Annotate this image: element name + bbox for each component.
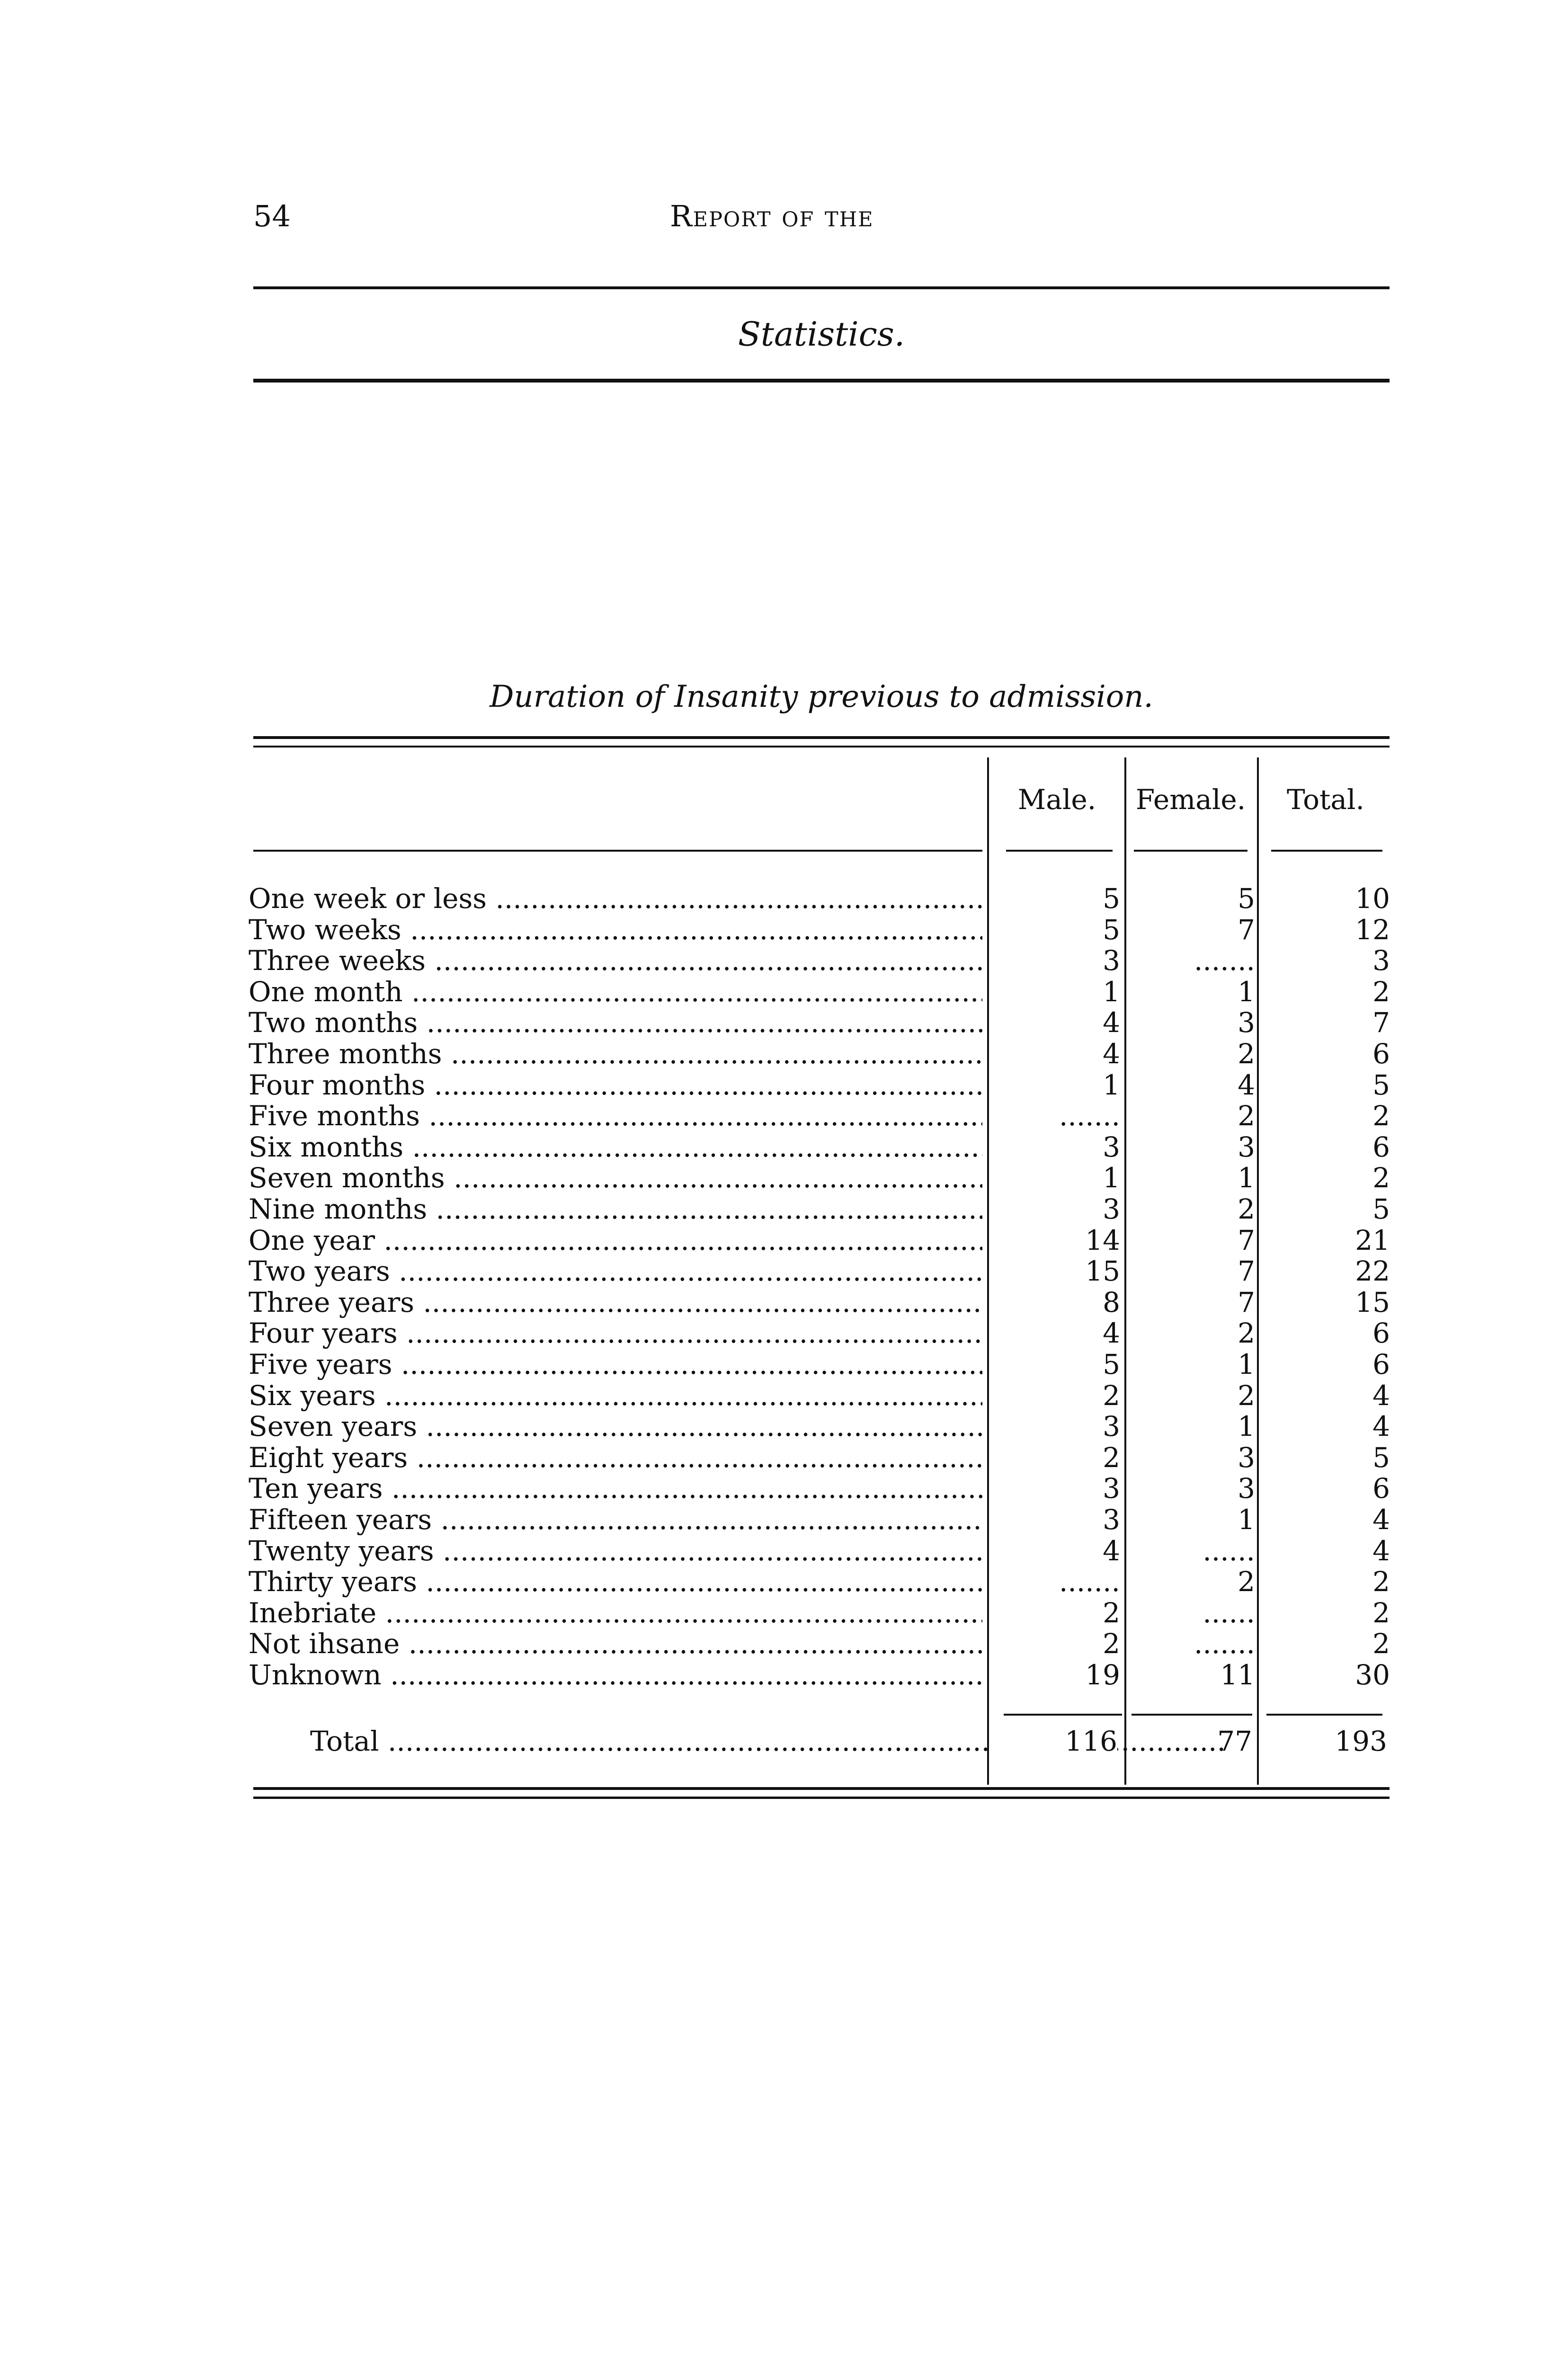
row-total: 30 — [1260, 1659, 1390, 1691]
table-bottom-rule-1 — [253, 1787, 1390, 1790]
row-label: Two months ..... — [249, 1007, 982, 1038]
row-female: 7 — [1128, 1225, 1255, 1256]
row-female: ....... — [1128, 945, 1255, 976]
row-total: 4 — [1260, 1504, 1390, 1535]
table-row — [249, 1380, 1390, 1411]
row-male: 4 — [990, 1317, 1120, 1349]
row-female: 1 — [1128, 976, 1255, 1007]
row-female: 4 — [1128, 1069, 1255, 1101]
row-male: 2 — [990, 1628, 1120, 1659]
row-total: 4 — [1260, 1411, 1390, 1442]
total-male: 116 — [990, 1726, 1117, 1757]
table-row — [249, 1007, 1390, 1038]
column-header-total: Total. — [1287, 783, 1364, 816]
table-row — [249, 1535, 1390, 1566]
table-row — [249, 914, 1390, 945]
row-male: 15 — [990, 1255, 1120, 1287]
row-male: 4 — [990, 1007, 1120, 1038]
row-label: Four years ..... — [249, 1317, 982, 1349]
row-male: 8 — [990, 1287, 1120, 1318]
row-total: 4 — [1260, 1535, 1390, 1566]
row-label: Seven months ..... — [249, 1162, 982, 1193]
row-label: Inebriate ..... — [249, 1597, 982, 1628]
row-female: 11 — [1128, 1659, 1255, 1691]
row-female: 7 — [1128, 1287, 1255, 1318]
table-row — [249, 1349, 1390, 1380]
row-total: 22 — [1260, 1255, 1390, 1287]
row-female: 1 — [1128, 1504, 1255, 1535]
row-male: 5 — [990, 914, 1120, 945]
table-row — [249, 1473, 1390, 1504]
row-total: 12 — [1260, 914, 1390, 945]
row-male: 3 — [990, 1411, 1120, 1442]
header-rule-bottom — [253, 379, 1390, 383]
total-row — [249, 1726, 1390, 1757]
table-row — [249, 1317, 1390, 1349]
row-label: Twenty years ..... — [249, 1535, 982, 1566]
header-underline-male — [1006, 850, 1113, 852]
row-label: Two years ..... — [249, 1255, 982, 1287]
table-top-rule-1 — [253, 736, 1390, 739]
row-male: 3 — [990, 1473, 1120, 1504]
row-female: 3 — [1128, 1007, 1255, 1038]
table-row — [249, 1628, 1390, 1659]
table-row — [249, 1193, 1390, 1225]
row-female: 2 — [1128, 1100, 1255, 1131]
row-total: 7 — [1260, 1007, 1390, 1038]
row-label: Three weeks ..... — [249, 945, 982, 976]
row-total: 6 — [1260, 1131, 1390, 1163]
total-rule-male — [1004, 1714, 1122, 1716]
row-label: One week or less ..... — [249, 883, 982, 914]
table-row — [249, 976, 1390, 1007]
table-row — [249, 1038, 1390, 1069]
row-total: 2 — [1260, 1566, 1390, 1597]
row-label: Unknown ..... — [249, 1659, 982, 1691]
row-total: 2 — [1260, 976, 1390, 1007]
row-male: 19 — [990, 1659, 1120, 1691]
row-male: 3 — [990, 1504, 1120, 1535]
row-total: 2 — [1260, 1100, 1390, 1131]
header-underline-female — [1134, 850, 1247, 852]
row-total: 5 — [1260, 1069, 1390, 1101]
table-row — [249, 1566, 1390, 1597]
total-total: 193 — [1335, 1726, 1387, 1757]
row-label: Ten years ..... — [249, 1473, 982, 1504]
table-row — [249, 1504, 1390, 1535]
row-total: 6 — [1260, 1317, 1390, 1349]
row-label: One month ..... — [249, 976, 982, 1007]
row-female: 2 — [1128, 1193, 1255, 1225]
row-male: ....... — [990, 1100, 1120, 1131]
header-underline-total — [1271, 850, 1382, 852]
running-title: Report of the — [670, 199, 874, 233]
row-female: 2 — [1128, 1380, 1255, 1411]
row-male: 5 — [990, 1349, 1120, 1380]
column-header-female: Female. — [1135, 783, 1246, 816]
row-total: 4 — [1260, 1380, 1390, 1411]
row-male: 3 — [990, 1193, 1120, 1225]
row-female: 7 — [1128, 1255, 1255, 1287]
table-row — [249, 1131, 1390, 1163]
table-row — [249, 1069, 1390, 1101]
column-header-male: Male. — [1017, 783, 1096, 816]
row-male: 2 — [990, 1442, 1120, 1473]
row-female: 3 — [1128, 1473, 1255, 1504]
table-row — [249, 1411, 1390, 1442]
row-label: Eight years ..... — [249, 1442, 982, 1473]
table-row — [249, 1255, 1390, 1287]
row-female: 7 — [1128, 914, 1255, 945]
row-male: 4 — [990, 1038, 1120, 1069]
header-rule-top — [253, 286, 1390, 289]
total-female: 77 — [1217, 1726, 1252, 1757]
table-row — [249, 1100, 1390, 1131]
total-label: Total ..... — [310, 1726, 1224, 1757]
row-male: 3 — [990, 1131, 1120, 1163]
row-female: 1 — [1128, 1411, 1255, 1442]
row-label: Fifteen years ..... — [249, 1504, 982, 1535]
row-total: 6 — [1260, 1473, 1390, 1504]
row-female: 2 — [1128, 1566, 1255, 1597]
row-total: 2 — [1260, 1162, 1390, 1193]
row-total: 5 — [1260, 1193, 1390, 1225]
row-total: 21 — [1260, 1225, 1390, 1256]
table-bottom-rule-2 — [253, 1797, 1390, 1799]
row-label: Seven years ..... — [249, 1411, 982, 1442]
total-rule-female — [1131, 1714, 1252, 1716]
row-total: 10 — [1260, 883, 1390, 914]
row-male: 1 — [990, 1069, 1120, 1101]
row-female: ...... — [1128, 1535, 1255, 1566]
row-total: 2 — [1260, 1597, 1390, 1628]
table-row — [249, 1162, 1390, 1193]
row-male: 2 — [990, 1380, 1120, 1411]
row-label: Two weeks ..... — [249, 914, 982, 945]
row-total: 3 — [1260, 945, 1390, 976]
table-row — [249, 883, 1390, 914]
table-row — [249, 1287, 1390, 1318]
row-label: Nine months ..... — [249, 1193, 982, 1225]
row-male: 1 — [990, 1162, 1120, 1193]
row-label: Six years ..... — [249, 1380, 982, 1411]
row-female: 3 — [1128, 1131, 1255, 1163]
row-female: ....... — [1128, 1628, 1255, 1659]
row-total: 15 — [1260, 1287, 1390, 1318]
table-row — [249, 1597, 1390, 1628]
row-label: One year ..... — [249, 1225, 982, 1256]
row-total: 6 — [1260, 1038, 1390, 1069]
row-female: 2 — [1128, 1317, 1255, 1349]
row-male: 4 — [990, 1535, 1120, 1566]
row-female: 1 — [1128, 1349, 1255, 1380]
row-label: Three years ..... — [249, 1287, 982, 1318]
row-total: 2 — [1260, 1628, 1390, 1659]
row-female: 5 — [1128, 883, 1255, 914]
row-male: 1 — [990, 976, 1120, 1007]
row-label: Six months ..... — [249, 1131, 982, 1163]
table-row — [249, 1659, 1390, 1691]
row-male: ....... — [990, 1566, 1120, 1597]
table-row — [249, 1442, 1390, 1473]
table-row — [249, 945, 1390, 976]
row-total: 5 — [1260, 1442, 1390, 1473]
row-male: 3 — [990, 945, 1120, 976]
table-row — [249, 1225, 1390, 1256]
row-female: 3 — [1128, 1442, 1255, 1473]
row-female: 2 — [1128, 1038, 1255, 1069]
row-female: ...... — [1128, 1597, 1255, 1628]
header-underline-stub — [253, 850, 982, 852]
row-male: 5 — [990, 883, 1120, 914]
page-number: 54 — [253, 199, 291, 233]
row-label: Thirty years ..... — [249, 1566, 982, 1597]
table-caption: Duration of Insanity previous to admission. — [490, 679, 1153, 714]
row-male: 14 — [990, 1225, 1120, 1256]
row-female: 1 — [1128, 1162, 1255, 1193]
row-total: 6 — [1260, 1349, 1390, 1380]
row-label: Five years ..... — [249, 1349, 982, 1380]
row-label: Four months ..... — [249, 1069, 982, 1101]
row-label: Three months ..... — [249, 1038, 982, 1069]
table-top-rule-2 — [253, 746, 1390, 747]
section-title: Statistics. — [738, 315, 905, 354]
page-header — [253, 199, 1390, 246]
row-label: Not ihsane ..... — [249, 1628, 982, 1659]
row-label: Five months ..... — [249, 1100, 982, 1131]
row-male: 2 — [990, 1597, 1120, 1628]
total-rule-total — [1266, 1714, 1382, 1716]
